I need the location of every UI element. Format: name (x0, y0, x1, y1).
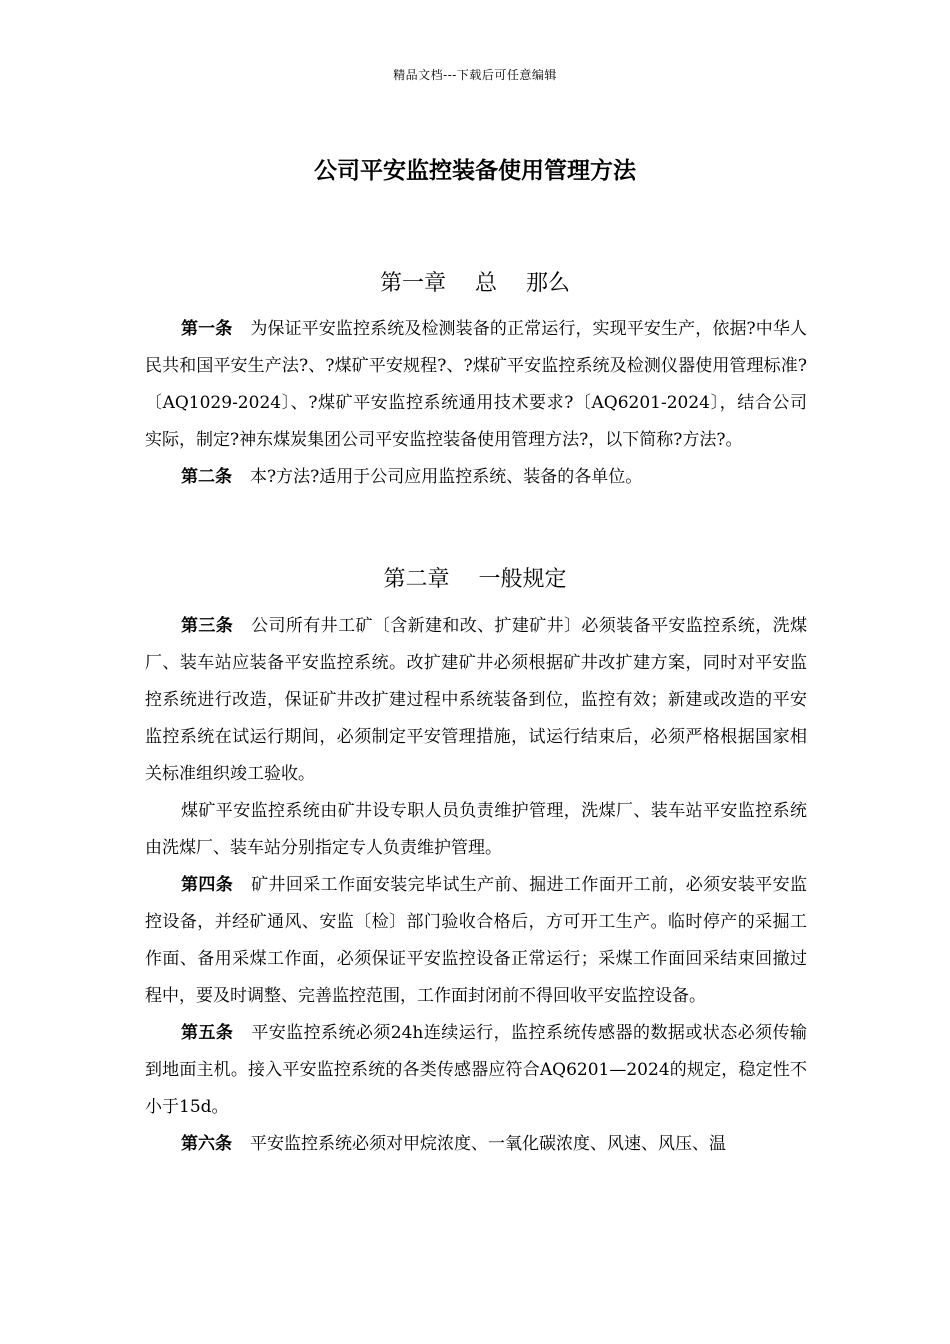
article-4-text: 矿井回采工作面安装完毕试生产前、掘进工作面开工前，必须安装平安监控设备，并经矿通风、安监〔检〕部门验收合格后，方可开工生产。临时停产的采掘工作面、备用采煤工作面，必须保证平安监控设备正常运行；采煤工作面回采结束回撤过程中，要及时调整、完善监控范围，工作面封闭前不得回收平安监控设备。 (145, 875, 808, 1006)
article-3-paragraph-2-text: 煤矿平安监控系统由矿井设专职人员负责维护管理，洗煤厂、装车站平安监控系统由洗煤厂、装车站分别指定专人负责维护管理。 (145, 801, 807, 858)
chapter-1-body (145, 311, 807, 496)
article-2 (145, 459, 807, 496)
article-1 (145, 311, 807, 459)
chapter-heading-1 (0, 266, 950, 297)
article-5-text: 平安监控系统必须24h连续运行，监控系统传感器的数据或状态必须传输到地面主机。接入平安监控系统的各类传感器应符合AQ6201—2024的规定，稳定性不小于15d。 (145, 1023, 807, 1117)
chapter-heading-2-text: 第二章 一般规定 (383, 567, 567, 592)
article-3-text: 公司所有井工矿〔含新建和改、扩建矿井〕必须装备平安监控系统，洗煤厂、装车站应装备平安监控系统。改扩建矿井必须根据矿井改扩建方案，同时对平安监控系统进行改造，保证矿井改扩建过程中系统装备到位，监控有效；新建或改造的平安监控系统在试运行期间，必须制定平安管理措施，试运行结束后，必须严格根据国家相关标准组织竣工验收。 (145, 616, 808, 784)
article-4 (145, 867, 807, 1015)
page-header: 精品文档---下载后可任意编辑 (393, 68, 557, 82)
article-5-label: 第五条 (181, 1023, 234, 1043)
article-1-text: 为保证平安监控系统及检测装备的正常运行，实现平安生产，依据?中华人民共和国平安生产法?、?煤矿平安规程?、?煤矿平安监控系统及检测仪器使用管理标准?〔AQ1029-2024〕、?煤矿平安监控系统通用技术要求?〔AQ6201-2024〕，结合公司实际，制定?神东煤炭集团公司平安监控装备使用管理方法?，以下简称?方法?。 (145, 319, 807, 450)
article-3-label: 第三条 (181, 616, 234, 636)
chapter-2-body (145, 608, 807, 1163)
document-title: 公司平安监控装备使用管理方法 (314, 158, 636, 184)
article-6-text: 平安监控系统必须对甲烷浓度、一氧化碳浓度、风速、风压、温 (250, 1134, 726, 1154)
article-3 (145, 608, 807, 793)
chapter-heading-2 (0, 562, 950, 593)
chapter-heading-1-text: 第一章 总 那么 (380, 271, 570, 296)
article-5 (145, 1015, 807, 1126)
article-3-paragraph-2 (145, 793, 807, 867)
article-4-label: 第四条 (181, 875, 234, 895)
article-1-label: 第一条 (181, 319, 233, 339)
article-6 (145, 1126, 807, 1163)
article-6-label: 第六条 (181, 1134, 232, 1154)
article-2-text: 本?方法?适用于公司应用监控系统、装备的各单位。 (250, 467, 643, 487)
article-2-label: 第二条 (181, 467, 232, 487)
